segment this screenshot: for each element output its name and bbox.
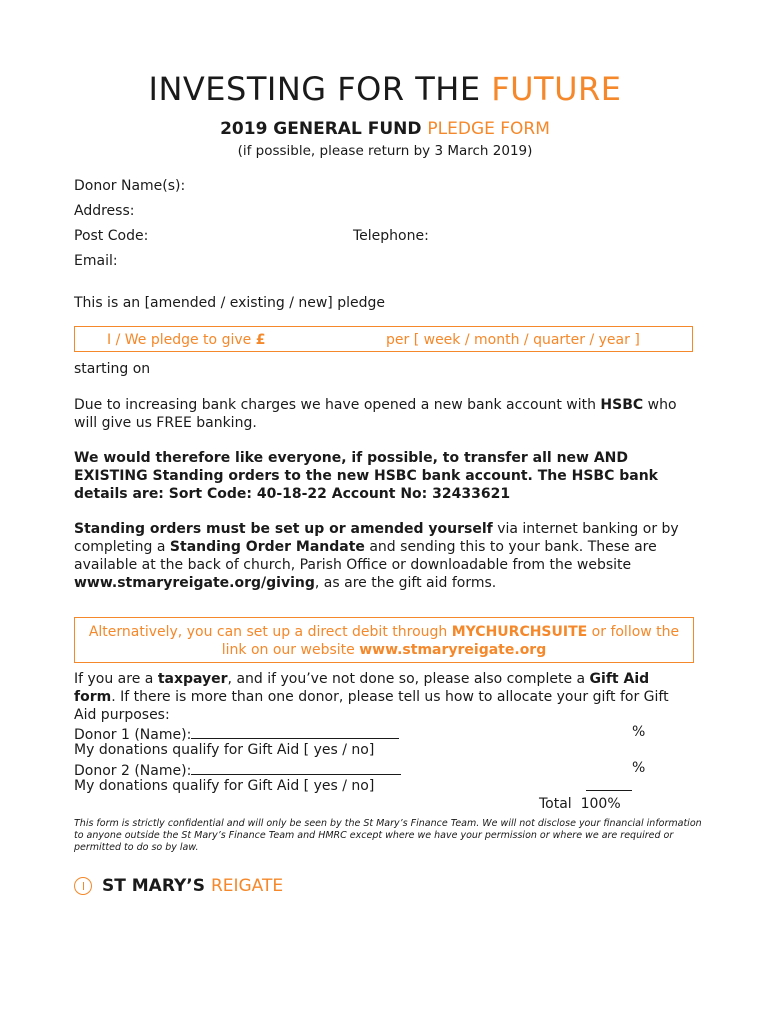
title-accent: FUTURE bbox=[491, 70, 622, 108]
donor1-row[interactable] bbox=[74, 724, 399, 743]
transfer-paragraph: We would therefore like everyone, if possible, to transfer all new AND EXISTING Standing orders to the new HSBC bank account. The HSBC bank details are: Sort Code: 40-18-22 Account No: 32433621 bbox=[74, 450, 658, 502]
email-field[interactable]: Email: bbox=[74, 253, 118, 269]
total-underline bbox=[586, 774, 632, 791]
logo-text bbox=[102, 876, 283, 896]
donor1-percent[interactable]: % bbox=[632, 724, 646, 740]
bank-text-end: who will give us FREE banking. bbox=[74, 397, 677, 431]
alt-text: Alternatively, you can set up a direct debit through bbox=[88, 624, 452, 640]
mychurchsuite-label: MYCHURCHSUITE bbox=[451, 624, 588, 640]
bank-paragraph bbox=[74, 396, 694, 432]
donor-names-field[interactable]: Donor Name(s): bbox=[74, 178, 186, 194]
standing-text: via internet banking or by completing a bbox=[74, 521, 679, 555]
total-label: Total bbox=[539, 796, 572, 812]
giving-link[interactable]: www.stmaryreigate.org/giving bbox=[74, 575, 315, 591]
pledge-type: This is an [amended / existing / new] pledge bbox=[74, 295, 385, 311]
telephone-field[interactable]: Telephone: bbox=[353, 228, 429, 244]
pledge-box[interactable] bbox=[74, 326, 693, 352]
subtitle-bold: 2019 GENERAL FUND bbox=[220, 119, 428, 139]
bank-text: Due to increasing bank charges we have opened a new bank account with bbox=[74, 397, 601, 413]
pledge-period: per [ week / month / quarter / year ] bbox=[386, 332, 640, 348]
standing-order-paragraph bbox=[74, 520, 694, 592]
gift-aid-text-2: , and if you’ve not done so, please also complete a bbox=[227, 671, 590, 687]
gift-aid-text-3: . If there is more than one donor, please tell us how to allocate your gift for Gift Aid purposes: bbox=[74, 689, 669, 723]
donor1-qualify[interactable]: My donations qualify for Gift Aid [ yes / no] bbox=[74, 742, 375, 758]
address-field[interactable]: Address: bbox=[74, 203, 135, 219]
gift-aid-form-label: Gift Aid form bbox=[74, 671, 650, 705]
website-link[interactable]: www.stmaryreigate.org bbox=[359, 642, 547, 658]
donor1-line[interactable] bbox=[191, 724, 399, 739]
title-text: INVESTING FOR THE bbox=[148, 70, 492, 108]
mandate-label: Standing Order Mandate bbox=[169, 539, 365, 555]
logo-reigate: REIGATE bbox=[210, 876, 284, 896]
form-subtitle bbox=[0, 119, 770, 139]
confidentiality-note: This form is strictly confidential and will only be seen by the St Mary’s Finance Team. We will not disclose your financial information to anyone outside the St Mary’s Finance Team and HMRC except where we have your permission or where we are required or permitted to do so by law. bbox=[74, 818, 702, 853]
starting-on-field[interactable]: starting on bbox=[74, 361, 151, 377]
post-code-field[interactable]: Post Code: bbox=[74, 228, 149, 244]
standing-text-3: , as are the gift aid forms. bbox=[314, 575, 497, 591]
logo-mark-icon bbox=[74, 877, 92, 895]
donor1-label: Donor 1 (Name): bbox=[74, 727, 192, 743]
alt-text-2: or follow the link on our website bbox=[221, 624, 680, 658]
return-note: (if possible, please return by 3 March 2019) bbox=[237, 143, 533, 159]
pledge-give-text: I / We pledge to give bbox=[107, 332, 252, 348]
currency-symbol: £ bbox=[255, 332, 266, 348]
gift-aid-paragraph bbox=[74, 670, 694, 724]
donor2-qualify[interactable]: My donations qualify for Gift Aid [ yes / no] bbox=[74, 778, 375, 794]
total-value: 100% bbox=[580, 796, 621, 812]
total-row bbox=[539, 796, 621, 812]
taxpayer-label: taxpayer bbox=[157, 671, 228, 687]
donor2-row[interactable] bbox=[74, 760, 401, 779]
gift-aid-text: If you are a bbox=[74, 671, 158, 687]
donor2-line[interactable] bbox=[191, 760, 401, 775]
subtitle-accent: PLEDGE FORM bbox=[427, 119, 550, 139]
pledge-give-label bbox=[107, 332, 265, 348]
page-title bbox=[0, 70, 770, 108]
direct-debit-box bbox=[74, 617, 694, 663]
donor2-percent[interactable]: % bbox=[632, 760, 646, 776]
logo-name: ST MARY’S bbox=[102, 876, 211, 896]
bank-name: HSBC bbox=[600, 397, 644, 413]
donor2-label: Donor 2 (Name): bbox=[74, 763, 192, 779]
standing-text-2: and sending this to your bank. These are available at the back of church, Parish Office or downloadable from the website bbox=[74, 539, 657, 573]
standing-bold: Standing orders must be set up or amended yourself bbox=[74, 521, 493, 537]
